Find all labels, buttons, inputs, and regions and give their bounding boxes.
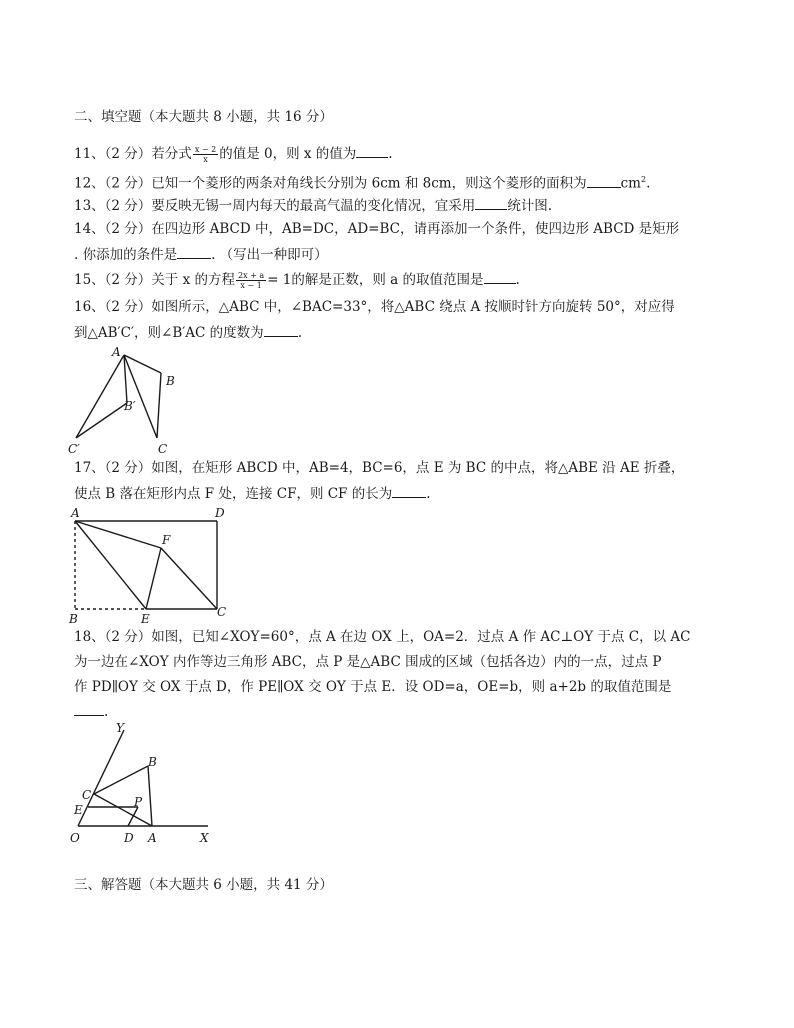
fig17-label-b: B [69,612,78,626]
q15-fraction-denominator: x − 1 [240,281,262,290]
q16-answer-blank[interactable] [264,323,298,337]
fig18-label-o: O [70,831,80,845]
fig17-label-c: C [217,605,227,619]
q13-prefix: 13、（2 分）要反映无锡一周内每天的最高气温的变化情况，宜采用 [74,198,476,214]
fig18-label-e: E [74,803,83,817]
question-17-line-2 [74,484,431,503]
question-15 [74,270,520,290]
question-17-line-1: 17、（2 分）如图，在矩形 ABCD 中，AB=4，BC=6，点 E 为 BC 的中点，将△ABE 沿 AE 折叠， [74,460,685,476]
fig16-label-b-prime: B′ [124,399,136,413]
q11-suffix: 的值是 0，则 x 的值为 [219,146,357,162]
q11-end: . [388,146,393,162]
question-13 [74,196,552,215]
fig18-label-y: Y [116,721,124,735]
q14-answer-blank[interactable] [177,245,211,259]
fig18-ray-oy [78,730,124,826]
fig18-label-d: D [124,831,134,845]
q17-end: . [426,486,431,502]
q17-line2-prefix: 使点 B 落在矩形内点 F 处，连接 CF，则 CF 的长为 [74,486,393,502]
q14-line2-suffix: . （写出一种即可） [211,247,328,263]
fig16-segment-bc [157,373,161,438]
q13-answer-blank[interactable] [475,196,507,210]
question-12 [74,171,650,193]
question-18-line-3: 作 PD∥OY 交 OX 于点 D，作 PE∥OX 交 OY 于点 E．设 OD=a，OE=b，则 a+2b 的取值范围是 [74,679,672,695]
question-18-line-1: 18、（2 分）如图，已知∠XOY=60°，点 A 在边 OX 上，OA=2．过点 A 作 AC⊥OY 于点 C，以 AC [74,629,691,645]
q12-prefix: 12、（2 分）已知一个菱形的两条对角线长分别为 6cm 和 8cm，则这个菱形的面积为 [74,175,587,192]
fig18-label-b: B [148,755,157,769]
q11-prefix: 11、（2 分）若分式 [74,146,192,162]
fig18-label-p: P [134,795,143,809]
figure-17-rectangle-fold [60,502,240,626]
fig16-segment-ac-prime [76,355,124,438]
fig18-label-x: X [200,831,209,845]
q15-equals: = 1 [267,272,292,288]
q15-fraction-numerator: 2x + a [238,271,265,280]
fig18-segment-cb [94,766,148,794]
section-3-heading: 三、解答题（本大题共 6 小题，共 41 分） [74,877,333,893]
q17-answer-blank[interactable] [392,484,426,498]
fig18-segment-ba [148,766,152,826]
fig16-label-c: C [158,442,168,456]
q15-answer-blank[interactable] [484,270,516,284]
q18-end: . [104,704,109,720]
q11-fraction [193,145,218,164]
fig16-label-b: B [166,374,175,388]
q15-suffix: 的解是正数，则 a 的取值范围是 [291,272,484,288]
question-14-line-1: 14、（2 分）在四边形 ABCD 中，AB=DC，AD=BC，请再添加一个条件，使四边形 ABCD 是矩形 [74,221,680,237]
fig17-segment-fe [146,548,161,609]
figure-16-rotation [60,340,200,462]
q16-end: . [297,325,302,341]
q18-answer-blank[interactable] [74,702,104,716]
question-16-line-1: 16、（2 分）如图所示，△ABC 中，∠BAC=33°，将△ABC 绕点 A 按顺时针方向旋转 50°，对应得 [74,299,675,315]
question-18-line-2: 为一边在∠XOY 内作等边三角形 ABC，点 P 是△ABC 围成的区域（包括各边）内的一点，过点 P [74,654,662,670]
fig18-segment-pd [128,807,138,826]
q12-unit: cm [620,175,641,192]
section-2-heading: 二、填空题（本大题共 8 小题，共 16 分） [74,109,333,125]
q12-answer-blank[interactable] [587,174,621,188]
fig17-label-a: A [71,506,80,520]
fig17-label-e: E [141,612,150,626]
fig17-segment-ae [75,521,146,609]
q12-unit-exponent: 2 [640,175,647,184]
fig18-label-c: C [82,788,92,802]
fig17-segment-fc [161,548,217,609]
fig17-label-f: F [162,533,171,547]
q11-fraction-denominator: x [203,155,208,164]
question-14-line-2 [74,245,328,264]
fig16-label-a: A [112,345,121,359]
fig16-segment-ac [124,355,157,438]
fig17-label-d: D [215,506,225,520]
q14-line2-prefix: . 你添加的条件是 [74,247,178,263]
question-11 [74,144,393,164]
fig16-label-c-prime: C′ [68,442,80,456]
q15-end: . [515,272,520,288]
fig18-label-a: A [148,831,157,845]
q11-fraction-numerator: x − 2 [194,145,217,154]
q11-answer-blank[interactable] [356,144,388,158]
figure-18-angle [60,718,230,846]
q12-end: . [646,175,651,192]
fig17-segment-af [75,521,161,548]
q15-fraction [236,271,266,290]
q15-prefix: 15、（2 分）关于 x 的方程 [74,272,236,288]
q16-line2-prefix: 到△AB′C′，则∠B′AC 的度数为 [74,325,264,341]
q13-suffix: 统计图. [507,198,553,214]
fig16-segment-b-prime-c-prime [76,403,127,438]
fig18-segment-ac [94,794,152,826]
